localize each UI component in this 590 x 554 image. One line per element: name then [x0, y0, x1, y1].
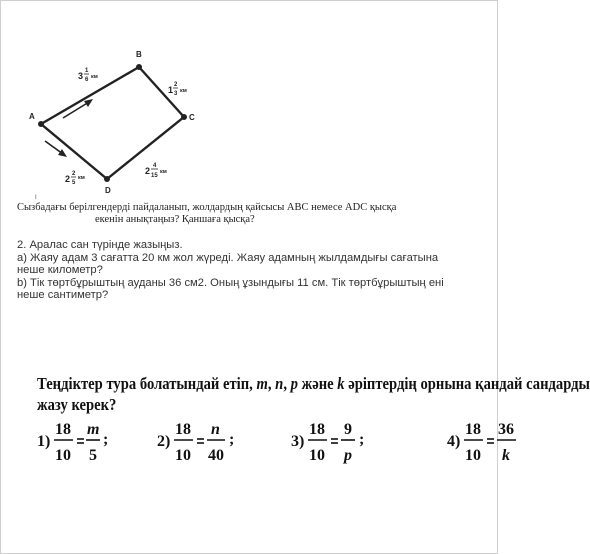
- svg-text:;: ;: [103, 431, 109, 448]
- svg-text:10: 10: [175, 447, 191, 464]
- edge-da-length: [65, 171, 85, 186]
- svg-text:36: 36: [498, 421, 514, 438]
- vertex-a-dot: [38, 121, 44, 127]
- svg-text:4): 4): [447, 433, 461, 450]
- svg-text:2: 2: [145, 166, 151, 176]
- equations-row: [37, 416, 514, 472]
- svg-text:15: 15: [151, 173, 158, 179]
- svg-text:3: 3: [174, 91, 178, 97]
- question-3-line2: жазу керек?: [37, 395, 117, 414]
- svg-text:2): 2): [157, 433, 171, 450]
- svg-text:км: км: [78, 175, 85, 181]
- svg-text:;: ;: [229, 431, 235, 448]
- svg-text:3: 3: [78, 71, 84, 81]
- diagram-question-line2: екенін анықтаңыз? Қаншаға қысқа?: [95, 214, 255, 225]
- svg-text:18: 18: [309, 421, 325, 438]
- svg-text:км: км: [91, 74, 98, 80]
- vertex-d-dot: [104, 176, 110, 182]
- svg-text:2: 2: [72, 171, 76, 177]
- svg-text:2: 2: [174, 82, 178, 88]
- svg-text:10: 10: [55, 447, 71, 464]
- svg-text:3): 3): [291, 433, 305, 450]
- task-2b-line2: неше сантиметр?: [17, 289, 109, 302]
- svg-text:9: 9: [344, 421, 352, 438]
- vertex-c-dot: [181, 114, 187, 120]
- equation-4: [447, 421, 516, 464]
- svg-text:5: 5: [72, 180, 76, 186]
- svg-text:18: 18: [175, 421, 191, 438]
- svg-text:18: 18: [465, 421, 481, 438]
- small-mark: I: [35, 195, 37, 201]
- quadrilateral-diagram: [1, 1, 501, 201]
- vertex-c-label: C: [189, 113, 195, 122]
- diagram-question-line1: Сызбадағы берілгендерді пайдаланып, жолдардың қайсысы ABC немесе ADC қысқа: [17, 202, 397, 213]
- edge-cd-length: [145, 163, 167, 179]
- svg-text:2: 2: [65, 174, 71, 184]
- task-2-title: 2. Аралас сан түрінде жазыңыз.: [17, 239, 183, 251]
- svg-text:6: 6: [85, 77, 89, 83]
- equation-2: [157, 421, 234, 464]
- vertex-a-label: A: [29, 112, 35, 121]
- svg-text:1: 1: [85, 68, 89, 74]
- svg-text:k: k: [502, 447, 510, 464]
- task-2a-line1: а) Жаяу адам 3 сағатта 20 км жол жүреді. Жаяу адамның жылдамдығы сағатына: [17, 251, 439, 264]
- svg-text:4: 4: [153, 163, 157, 169]
- svg-text:10: 10: [309, 447, 325, 464]
- svg-text:40: 40: [208, 447, 224, 464]
- quadrilateral-shape: [41, 67, 184, 179]
- svg-text:1): 1): [37, 433, 51, 450]
- question-3-line1: Теңдіктер тура болатындай етіп, m, n, p және k әріптердің орнына қандай сандарды: [37, 374, 590, 393]
- edge-bc-length: [168, 82, 187, 97]
- svg-text:10: 10: [465, 447, 481, 464]
- equation-3: [291, 421, 364, 464]
- equation-1: [37, 421, 108, 464]
- svg-text:p: p: [344, 447, 352, 464]
- vertex-d-label: D: [105, 186, 111, 195]
- vertex-b-label: B: [136, 50, 142, 59]
- svg-text:км: км: [160, 169, 167, 175]
- question-3-text: [37, 373, 590, 415]
- vertex-b-dot: [136, 64, 142, 70]
- svg-text:;: ;: [359, 431, 365, 448]
- diagram-question: [17, 202, 487, 226]
- svg-text:1: 1: [168, 85, 174, 95]
- svg-text:км: км: [180, 88, 187, 94]
- svg-text:n: n: [211, 421, 220, 438]
- svg-text:18: 18: [55, 421, 71, 438]
- task-2b-line1: b) Тік төртбұрыштың ауданы 36 см2. Оның ұзындығы 11 см. Тік төртбұрыштың ені: [17, 276, 444, 289]
- svg-text:5: 5: [89, 447, 97, 464]
- edge-ab-length: [78, 68, 98, 83]
- task-2a-line2: неше километр?: [17, 264, 103, 277]
- task-2-block: [17, 239, 487, 302]
- svg-text:m: m: [87, 421, 100, 438]
